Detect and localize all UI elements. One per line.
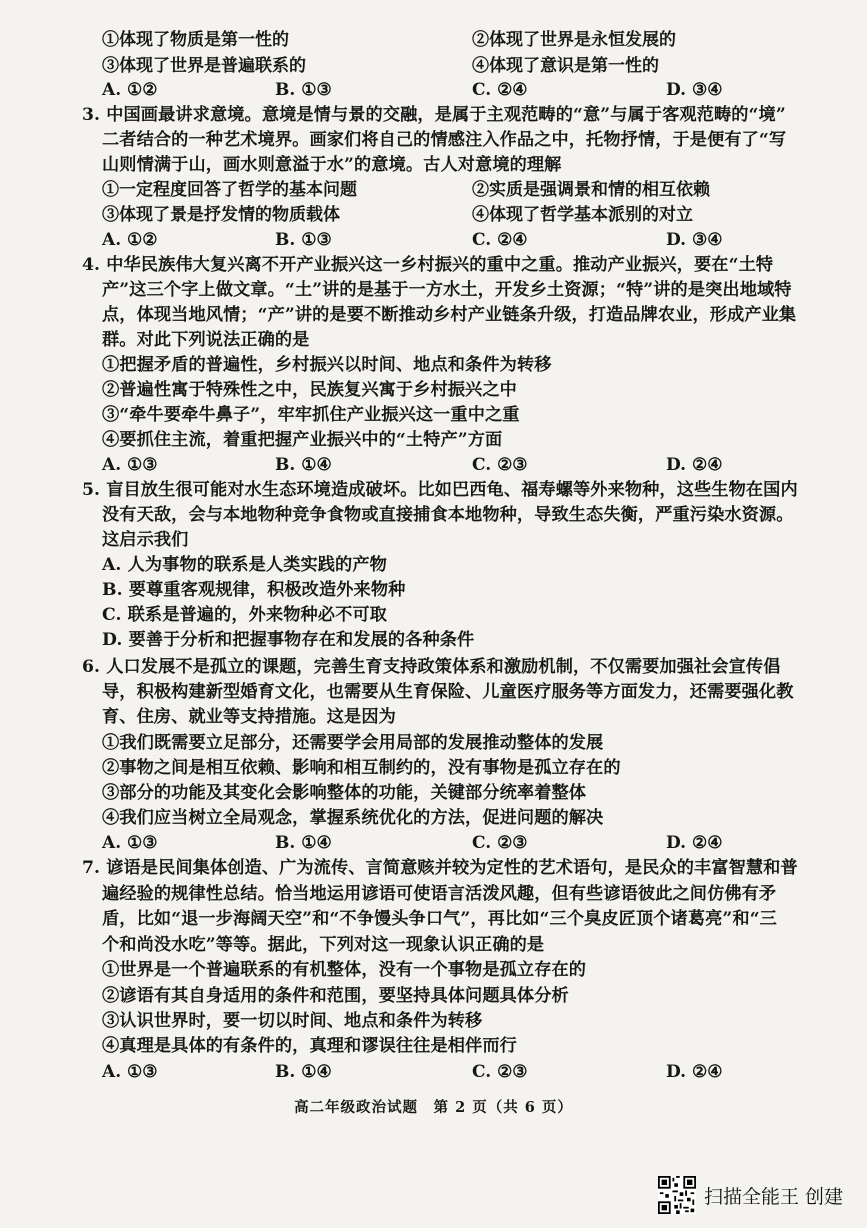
q2-choice-c: C. ②④ [472,80,528,100]
q3-option-2: ②实质是强调景和情的相互依赖 [472,180,710,200]
q2-option-2: ②体现了世界是永恒发展的 [472,30,676,50]
q4-stem-line: 群。对此下列说法正确的是 [102,330,310,350]
q4-option-1: ①把握矛盾的普遍性，乡村振兴以时间、地点和条件为转移 [102,355,552,375]
q4-choice-b: B. ①④ [275,455,332,475]
q2-option-4: ④体现了意识是第一性的 [472,56,659,76]
q4-stem-line: 点，体现当地风情；“产”讲的是要不断推动乡村产业链条升级，打造品牌农业，形成产业集 [102,305,797,325]
q6-option-4: ④我们应当树立全局观念，掌握系统优化的方法，促进问题的解决 [102,808,604,828]
q3-stem-line: 3. 中国画最讲求意境。意境是情与景的交融，是属于主观范畴的“意”与属于客观范畴的“境” [82,105,786,125]
q4-stem-line: 4. 中华民族伟大复兴离不开产业振兴这一乡村振兴的重中之重。推动产业振兴，要在“土特 [82,255,774,275]
q5-choice-b: B. 要尊重客观规律，积极改造外来物种 [102,580,406,600]
q4-option-2: ②普遍性寓于特殊性之中，民族复兴寓于乡村振兴之中 [102,380,517,400]
q5-choice-c: C. 联系是普遍的，外来物种必不可取 [102,605,387,625]
q7-stem-line: 7. 谚语是民间集体创造、广为流传、言简意赅并较为定性的艺术语句，是民众的丰富智慧和普 [82,858,798,878]
q6-stem-line: 育、住房、就业等支持措施。这是因为 [102,707,396,727]
q4-stem-line: 产”这三个字上做文章。“土”讲的是基于一方水土，开发乡土资源；“特”讲的是突出地域特 [102,280,792,300]
q3-choice-b: B. ①③ [275,230,332,250]
q3-choice-a: A. ①② [102,230,158,250]
q7-stem-line: 遍经验的规律性总结。恰当地运用谚语可使语言活泼风趣，但有些谚语彼此之间仿佛有矛 [102,884,777,904]
q7-choice-b: B. ①④ [275,1062,332,1082]
q6-option-3: ③部分的功能及其变化会影响整体的功能，关键部分统率着整体 [102,783,587,803]
q3-stem-line: 山则情满于山，画水则意溢于水”的意境。古人对意境的理解 [102,155,562,175]
q3-choice-d: D. ③④ [666,230,723,250]
q7-choice-d: D. ②④ [666,1062,723,1082]
q7-choice-c: C. ②③ [472,1062,528,1082]
q4-option-4: ④要抓住主流，着重把握产业振兴中的“土特产”方面 [102,430,503,450]
q7-choice-a: A. ①③ [102,1062,158,1082]
q6-choice-b: B. ①④ [275,833,332,853]
q3-option-4: ④体现了哲学基本派别的对立 [472,205,693,225]
q2-option-1: ①体现了物质是第一性的 [102,30,289,50]
q5-choice-d: D. 要善于分析和把握事物存在和发展的各种条件 [102,630,475,650]
q4-choice-d: D. ②④ [666,455,723,475]
q6-option-2: ②事物之间是相互依赖、影响和相互制约的，没有事物是孤立存在的 [102,758,621,778]
q4-choice-c: C. ②③ [472,455,528,475]
q7-option-3: ③认识世界时，要一切以时间、地点和条件为转移 [102,1011,483,1031]
q3-stem-line: 二者结合的一种艺术境界。画家们将自己的情感注入作品之中，托物抒情，于是便有了“写 [102,130,787,150]
q7-option-2: ②谚语有其自身适用的条件和范围，要坚持具体问题具体分析 [102,986,569,1006]
q3-option-3: ③体现了景是抒发情的物质载体 [102,205,340,225]
q5-stem-line: 没有天敌，会与本地物种竞争食物或直接捕食本地物种，导致生态失衡，严重污染水资源。 [102,505,794,525]
q7-stem-line: 盾，比如“退一步海阔天空”和“不争馒头争口气”，再比如“三个臭皮匠顶个诸葛亮”和“三 [102,909,777,929]
q7-option-1: ①世界是一个普遍联系的有机整体，没有一个事物是孤立存在的 [102,960,587,980]
page-footer: 高二年级政治试题 第 2 页（共 6 页） [294,1099,573,1116]
q2-choice-d: D. ③④ [666,80,723,100]
scanner-watermark [658,1176,843,1214]
q6-stem-line: 导，积极构建新型婚育文化，也需要从生育保险、儿童医疗服务等方面发力，还需要强化教 [102,682,794,702]
q6-stem-line: 6. 人口发展不是孤立的课题，完善生育支持政策体系和激励机制，不仅需要加强社会宣传倡 [82,657,781,677]
q6-choice-d: D. ②④ [666,833,723,853]
q5-stem-line: 这启示我们 [102,530,189,550]
q6-choice-a: A. ①③ [102,833,158,853]
q5-stem-line: 5. 盲目放生很可能对水生态环境造成破坏。比如巴西龟、福寿螺等外来物种，这些生物在国内 [82,480,798,500]
q2-choice-b: B. ①③ [275,80,332,100]
q6-choice-c: C. ②③ [472,833,528,853]
q7-option-4: ④真理是具体的有条件的，真理和谬误往往是相伴而行 [102,1036,517,1056]
q3-option-1: ①一定程度回答了哲学的基本问题 [102,180,357,200]
q7-stem-line: 个和尚没水吃”等等。据此，下列对这一现象认识正确的是 [102,935,545,955]
q4-option-3: ③“牵牛要牵牛鼻子”，牢牢抓住产业振兴这一重中之重 [102,405,520,425]
q6-option-1: ①我们既需要立足部分，还需要学会用局部的发展推动整体的发展 [102,733,604,753]
q2-choice-a: A. ①② [102,80,158,100]
qr-code-icon [658,1176,696,1214]
q4-choice-a: A. ①③ [102,455,158,475]
q2-option-3: ③体现了世界是普遍联系的 [102,56,306,76]
q5-choice-a: A. 人为事物的联系是人类实践的产物 [102,555,387,575]
watermark-text: 扫描全能王 创建 [703,1185,843,1208]
q3-choice-c: C. ②④ [472,230,528,250]
